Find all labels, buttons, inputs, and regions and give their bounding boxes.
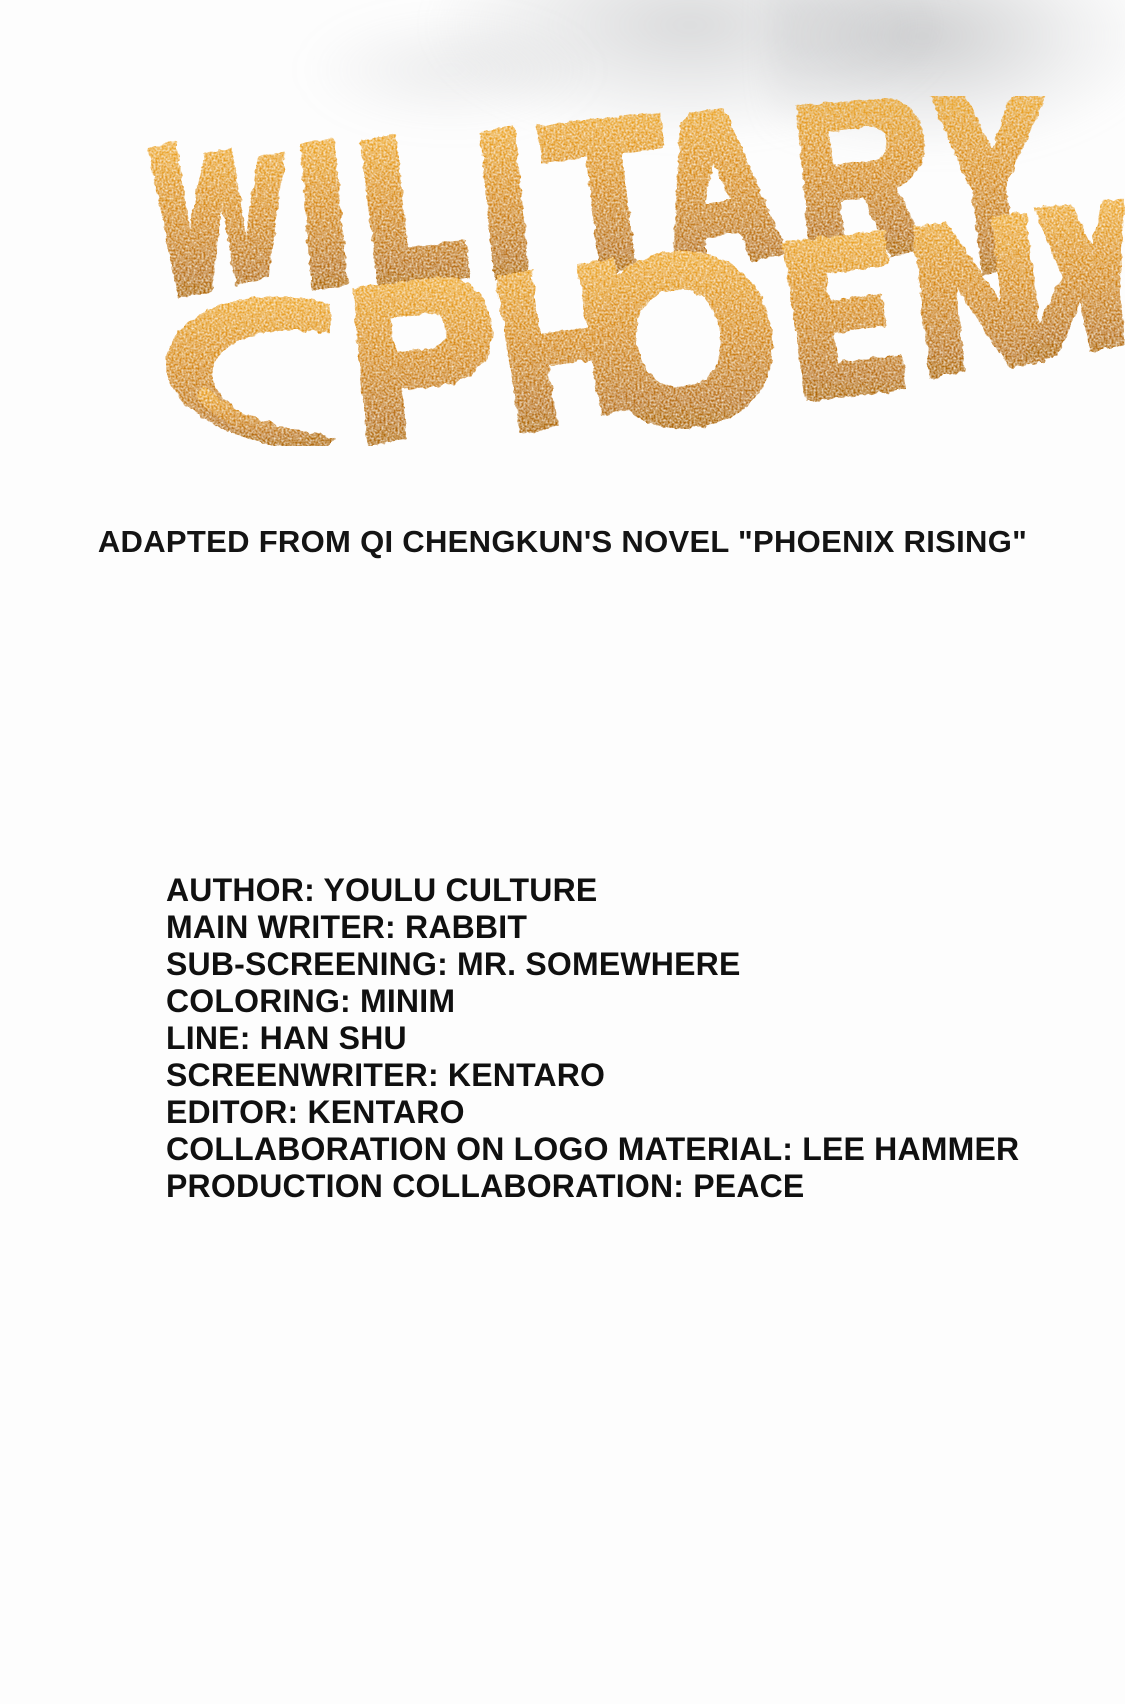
credit-line: SCREENWRITER: KENTARO	[166, 1057, 606, 1093]
credit-line: COLORING: MINIM	[166, 983, 456, 1019]
credit-line: PRODUCTION COLLABORATION: PEACE	[166, 1168, 805, 1204]
credit-line: EDITOR: KENTARO	[166, 1094, 465, 1130]
title-logo	[0, 96, 1125, 446]
adapted-from-line: ADAPTED FROM QI CHENGKUN'S NOVEL "PHOENIX RISING"	[97, 524, 1028, 559]
credits-block	[166, 872, 1020, 1205]
credit-line: LINE: HAN SHU	[166, 1020, 407, 1056]
credit-line: SUB-SCREENING: MR. SOMEWHERE	[166, 946, 741, 982]
credit-line: MAIN WRITER: RABBIT	[166, 909, 528, 945]
credit-line: COLLABORATION ON LOGO MATERIAL: LEE HAMMER	[166, 1131, 1020, 1167]
credit-line: AUTHOR: YOULU CULTURE	[166, 872, 598, 908]
